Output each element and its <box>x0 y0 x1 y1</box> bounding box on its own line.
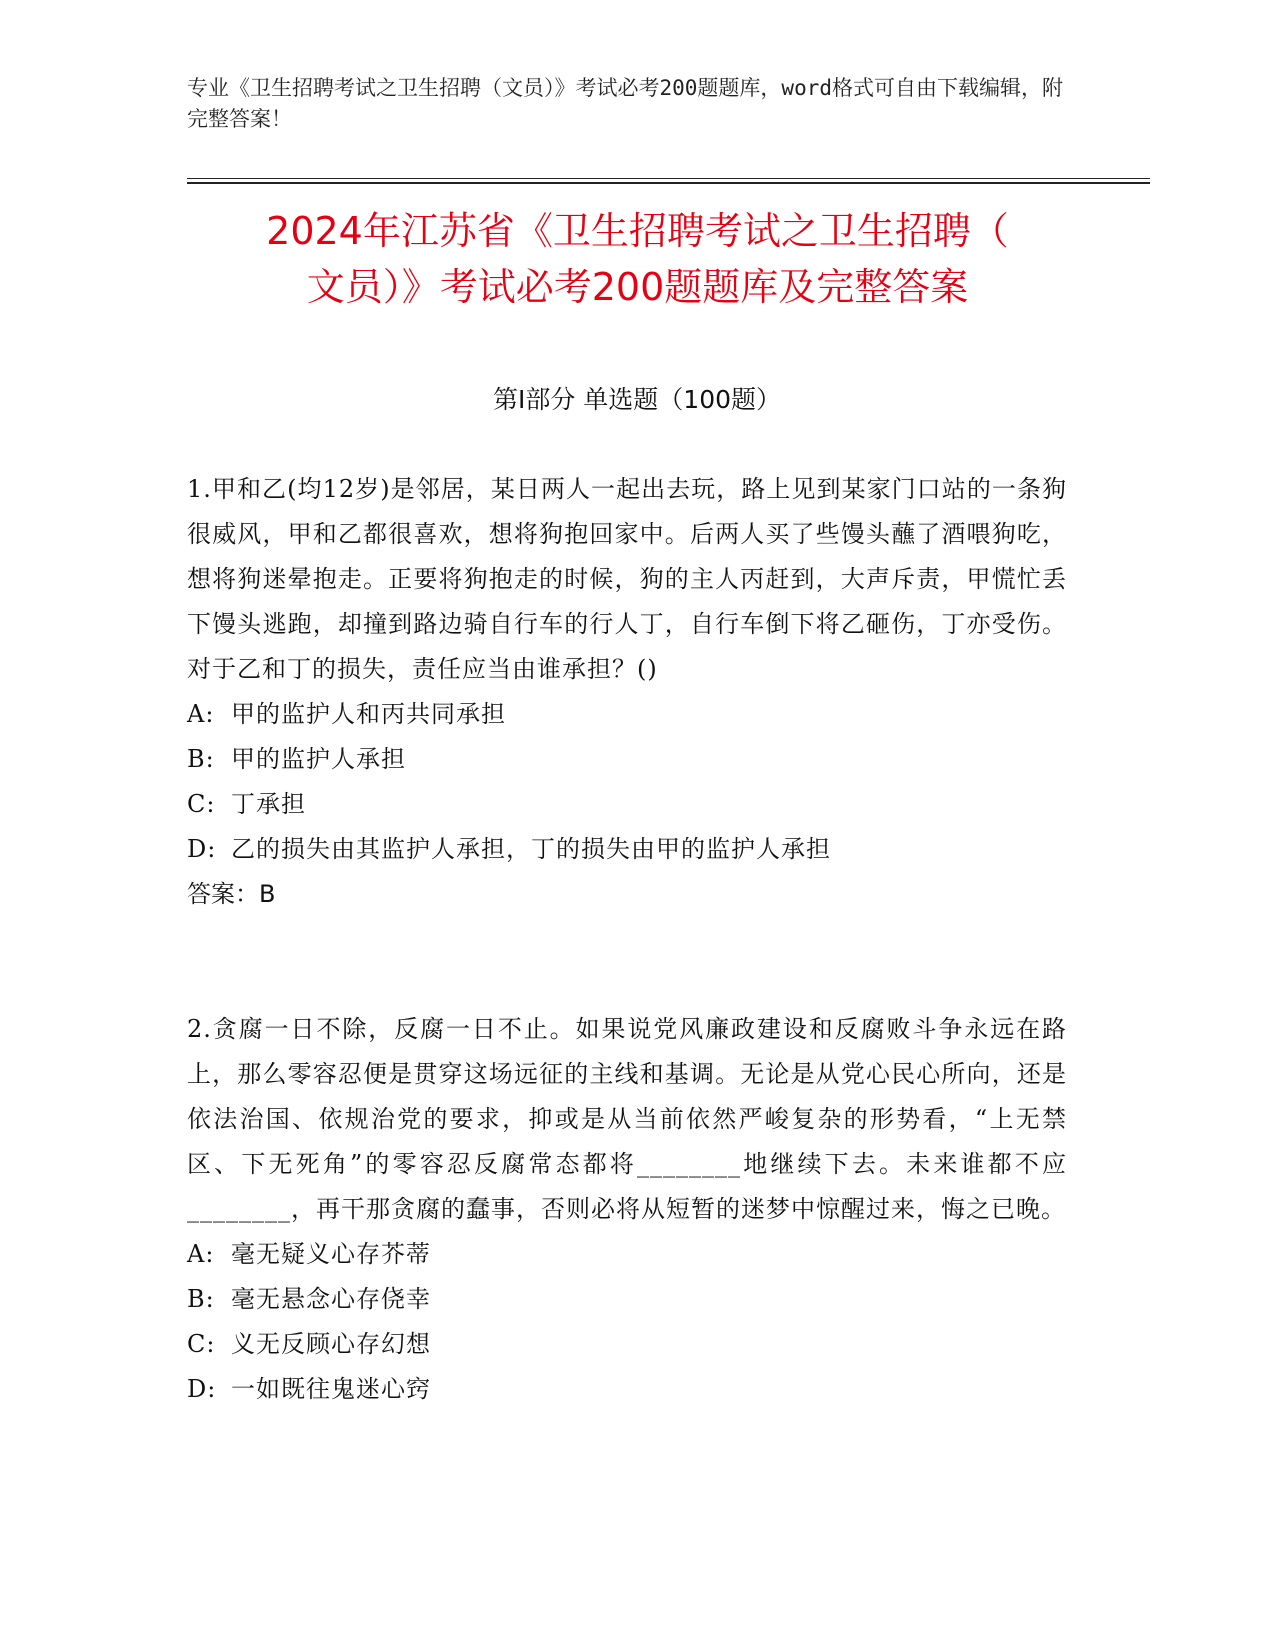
document-title-line-2: 文员）》考试必考200题题库及完整答案 <box>306 265 969 309</box>
option-text: 甲的监护人和丙共同承担 <box>231 700 506 728</box>
option-d <box>187 1367 1067 1412</box>
option-text: 一如既往鬼迷心窍 <box>231 1375 431 1403</box>
option-a <box>187 692 1067 737</box>
option-key: B: <box>187 745 215 773</box>
question-1 <box>187 467 1067 917</box>
option-key: C: <box>187 1330 216 1358</box>
option-text: 义无反顾心存幻想 <box>231 1330 431 1358</box>
option-c <box>187 782 1067 827</box>
option-text: 毫无疑义心存芥蒂 <box>231 1240 431 1268</box>
header-divider-thin <box>187 178 1150 179</box>
option-key: C: <box>187 790 216 818</box>
option-key: D: <box>187 835 217 863</box>
option-key: D: <box>187 1375 217 1403</box>
option-key: B: <box>187 1285 215 1313</box>
option-text: 甲的监护人承担 <box>231 745 406 773</box>
question-stem: 1.甲和乙(均12岁)是邻居，某日两人一起出去玩，路上见到某家门口站的一条狗很威风，甲和乙都很喜欢，想将狗抱回家中。后两人买了些馒头蘸了酒喂狗吃，想将狗迷晕抱走。正要将狗抱走的时候，狗的主人丙赶到，大声斥责，甲慌忙丢下馒头逃跑，却撞到路边骑自行车的行人丁，自行车倒下将乙砸伤，丁亦受伤。对于乙和丁的损失，责任应当由谁承担？() <box>187 475 1067 683</box>
question-2 <box>187 1007 1067 1412</box>
option-key: A: <box>187 700 215 728</box>
answer-line: 答案：B <box>187 880 276 908</box>
document-title <box>150 203 1125 315</box>
document-title-line-1: 2024年江苏省《卫生招聘考试之卫生招聘（ <box>266 209 1009 253</box>
option-b <box>187 737 1067 782</box>
section-title: 第Ⅰ部分 单选题（100题） <box>492 385 782 414</box>
header-divider-thick <box>187 182 1150 184</box>
option-text: 丁承担 <box>231 790 306 818</box>
option-d <box>187 827 1067 872</box>
question-stem: 2.贪腐一日不除，反腐一日不止。如果说党风廉政建设和反腐败斗争永远在路上，那么零容忍便是贯穿这场远征的主线和基调。无论是从党心民心所向，还是依法治国、依规治党的要求，抑或是从当前依然严峻复杂的形势看，“上无禁区、下无死角”的零容忍反腐常态都将________地继续下去。未来谁都不应________，再干那贪腐的蠢事，否则必将从短暂的迷梦中惊醒过来，悔之已晚。 <box>187 1015 1067 1223</box>
option-text: 毫无悬念心存侥幸 <box>231 1285 431 1313</box>
option-text: 乙的损失由其监护人承担，丁的损失由甲的监护人承担 <box>231 835 831 863</box>
option-c <box>187 1322 1067 1367</box>
option-b <box>187 1277 1067 1322</box>
header-note: 专业《卫生招聘考试之卫生招聘（文员）》考试必考200题题库，word格式可自由下载编辑，附完整答案！ <box>187 76 1063 131</box>
option-a <box>187 1232 1067 1277</box>
option-key: A: <box>187 1240 215 1268</box>
